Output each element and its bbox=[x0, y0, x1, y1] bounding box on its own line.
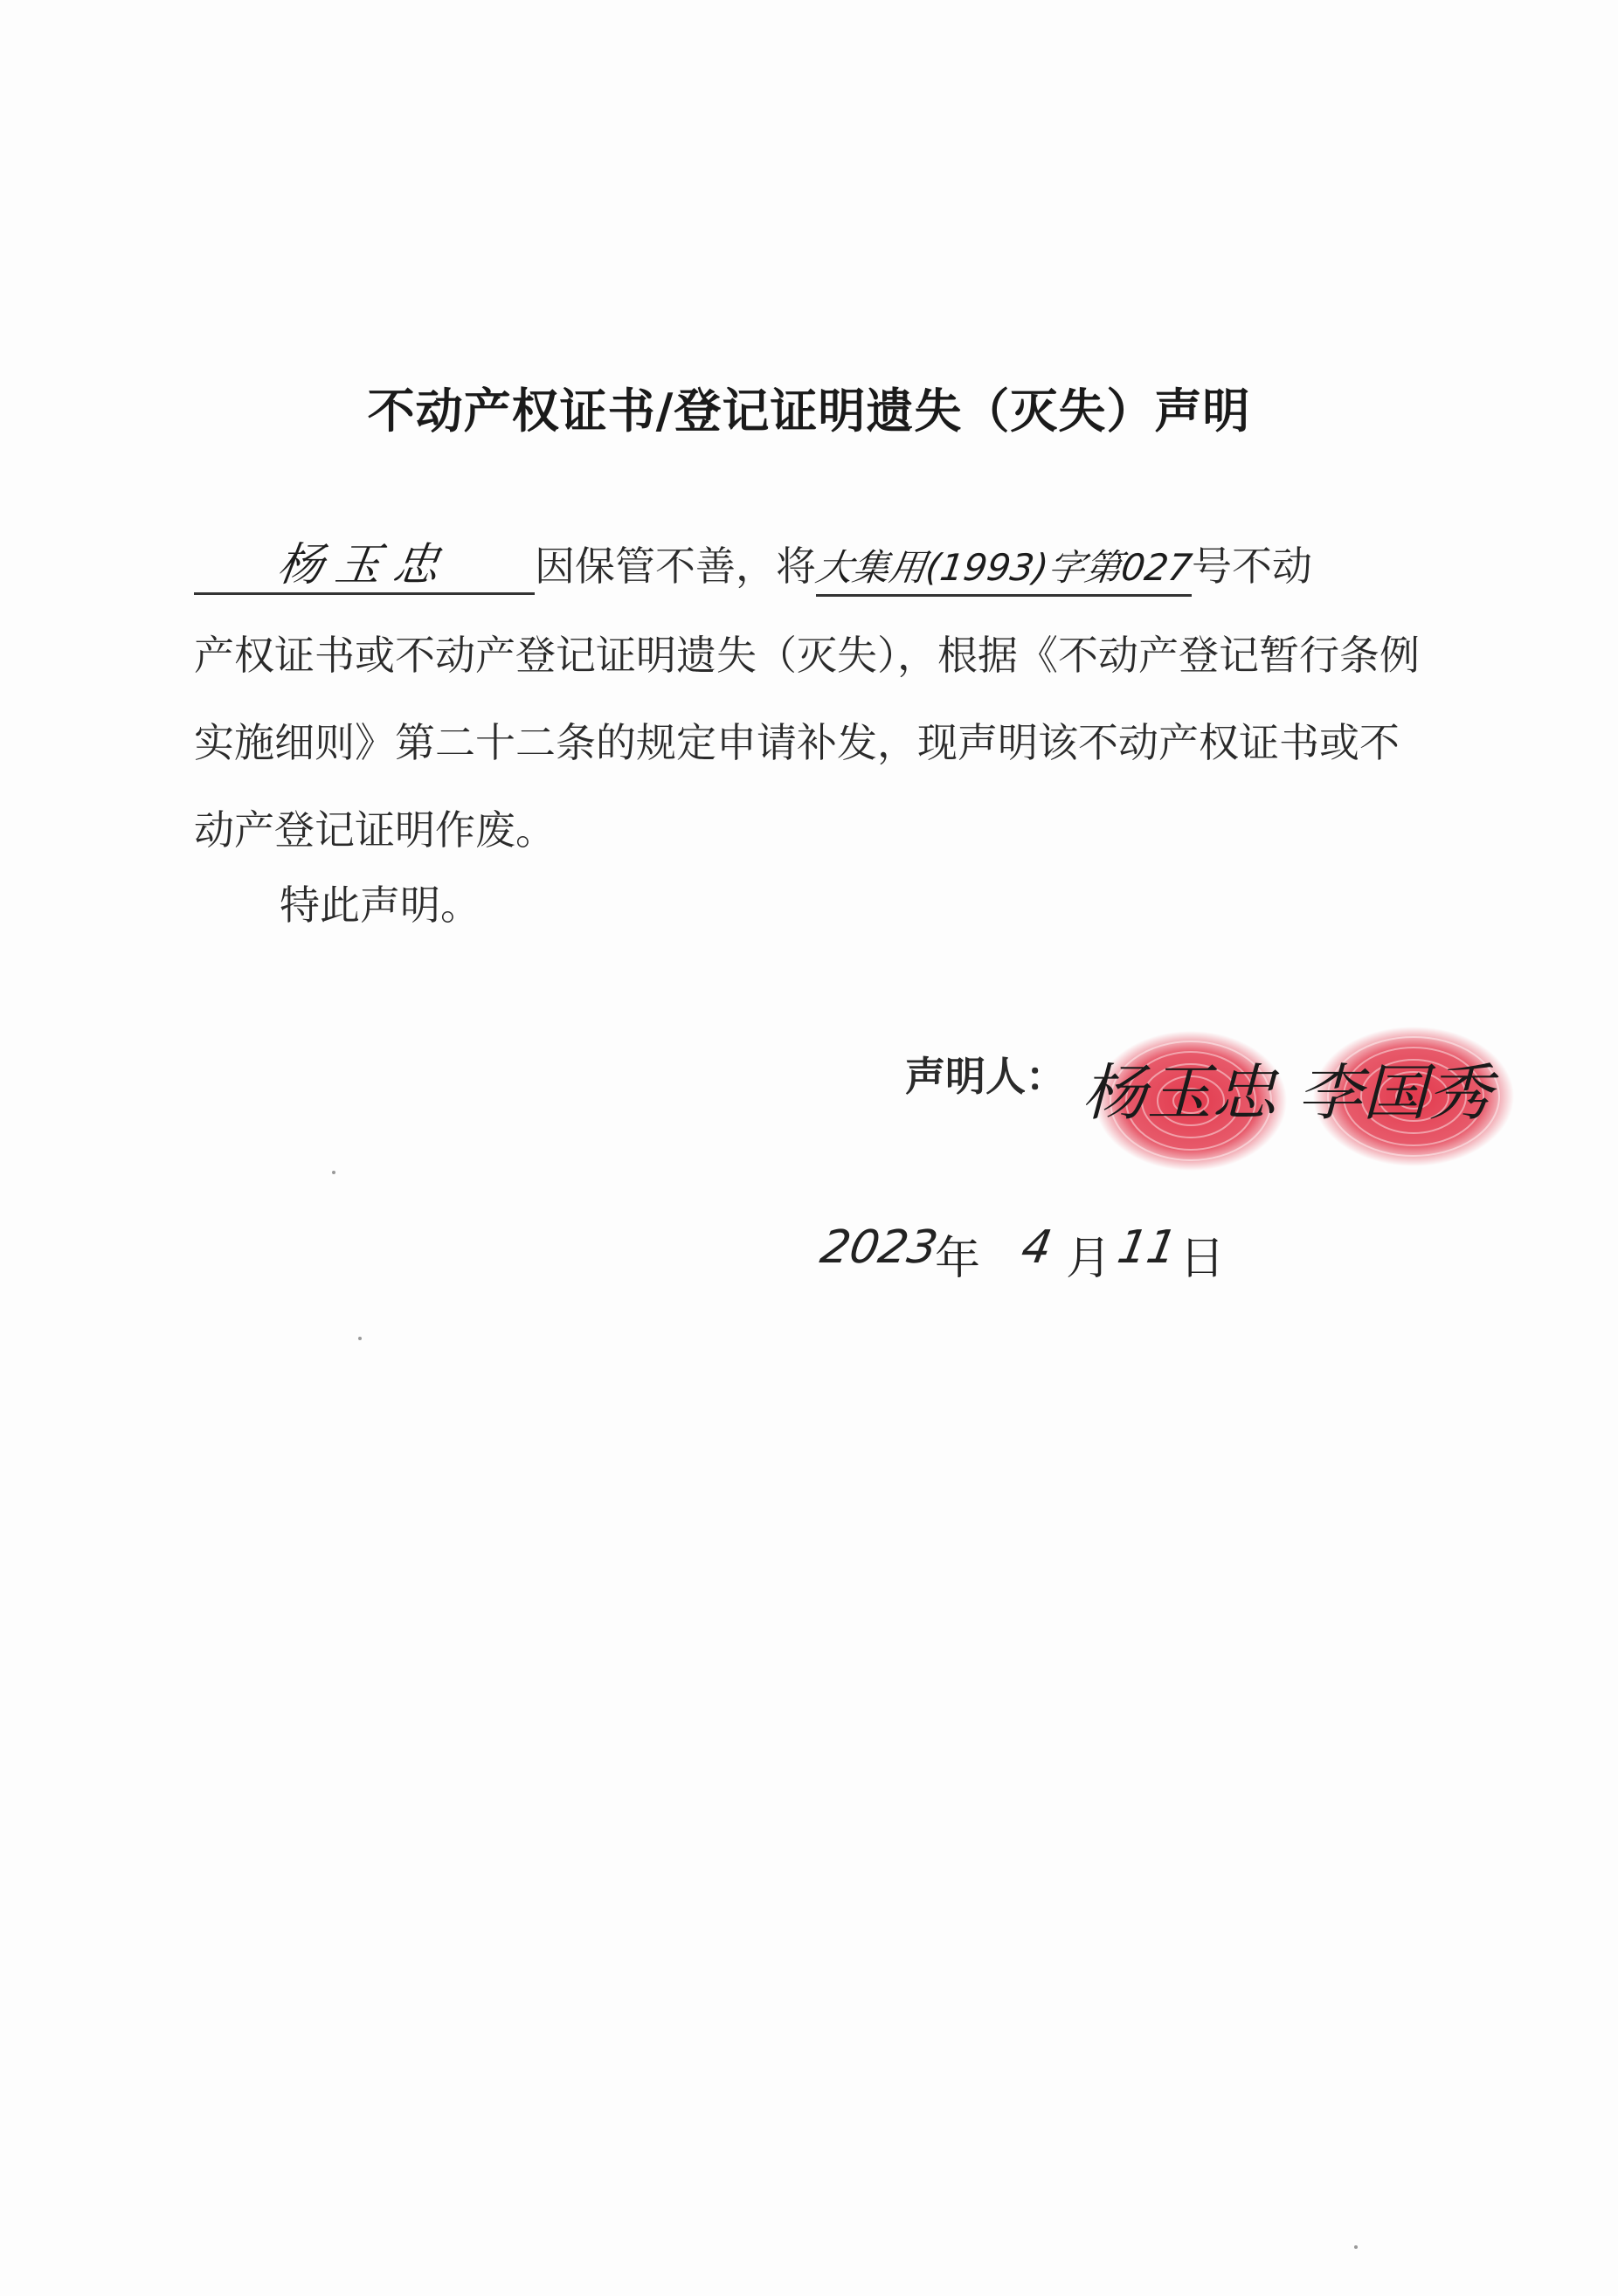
document-title: 不动产权证书/登记证明遗失（灭失）声明 bbox=[367, 383, 1251, 439]
closing-line: 特此声明。 bbox=[280, 882, 481, 929]
statement-first-line bbox=[194, 522, 1435, 610]
paper-speck bbox=[332, 1171, 335, 1174]
certificate-number-blank bbox=[812, 540, 1195, 597]
date-day-suffix: 日 bbox=[1179, 1233, 1226, 1285]
statement-paragraph: 产权证书或不动产登记证明遗失（灭失），根据《不动产登记暂行条例实施细则》第二十二条的规定申请补发，现声明该不动产权证书或不动产登记证明作废。 bbox=[194, 632, 1420, 854]
date-month: 4 bbox=[1017, 1221, 1056, 1274]
date-month-suffix: 月 bbox=[1066, 1233, 1112, 1285]
date-day: 11 bbox=[1113, 1221, 1181, 1274]
handwritten-certificate-number: 大集用(1993)字第027 bbox=[812, 546, 1195, 589]
date-year: 2023 bbox=[816, 1221, 942, 1274]
name-blank bbox=[194, 539, 535, 595]
handwritten-signature: 杨玉忠 李国秀 bbox=[1082, 1057, 1500, 1129]
statement-text-after-cert: 号不动 bbox=[1192, 543, 1312, 590]
paper-speck bbox=[1354, 2245, 1358, 2249]
statement-text-after-name: 因保管不善，将 bbox=[535, 543, 816, 590]
handwritten-name: 杨玉忠 bbox=[273, 539, 455, 591]
paper-speck bbox=[358, 1337, 362, 1340]
date-year-suffix: 年 bbox=[935, 1233, 981, 1285]
declarant-label: 声明人： bbox=[905, 1053, 1066, 1100]
signature-with-fingerprints bbox=[1064, 1018, 1536, 1193]
